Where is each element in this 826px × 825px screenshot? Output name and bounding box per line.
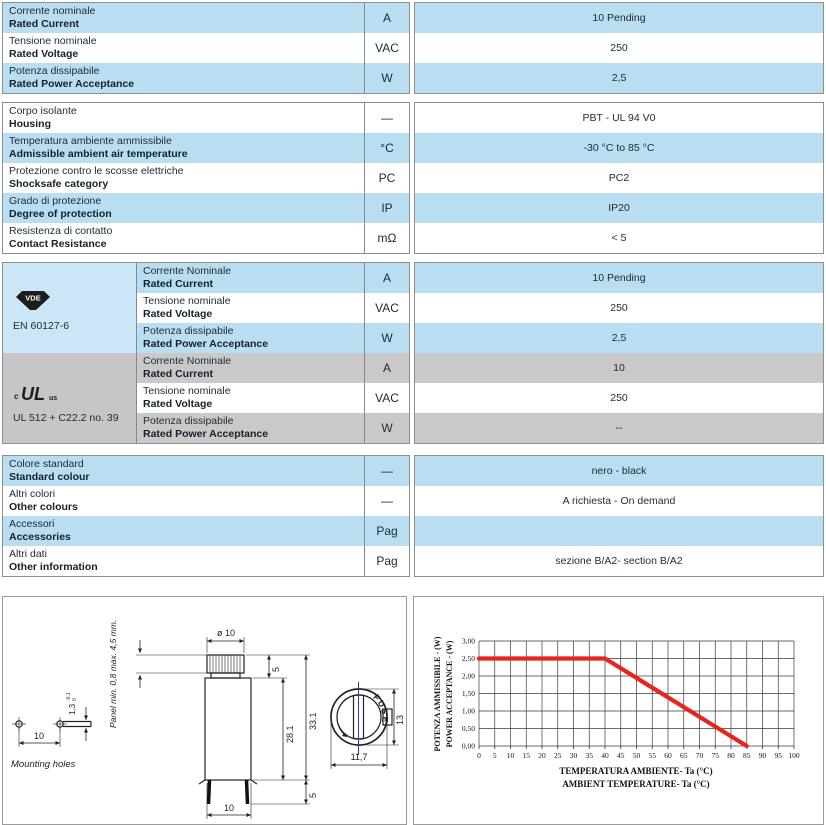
svg-text:VDE: VDE xyxy=(25,293,41,303)
unit-cell: mΩ xyxy=(364,223,409,253)
spec-row-ambient-temperature xyxy=(3,133,409,163)
unit-cell: A xyxy=(364,353,409,383)
value-cell: PBT - UL 94 V0 xyxy=(415,103,823,133)
vde-mark-icon xyxy=(13,289,53,313)
unit-cell: A xyxy=(364,263,409,293)
y-axis-title-line1: POTENZA AMMISSIBILE - (W) xyxy=(433,636,442,752)
unit-cell: A xyxy=(364,3,409,33)
svg-text:0,50: 0,50 xyxy=(461,724,475,733)
svg-text:95: 95 xyxy=(774,751,782,760)
spec-row-shocksafe xyxy=(3,163,409,193)
label-it: Accessori xyxy=(9,518,55,530)
spec-group-general xyxy=(2,102,824,254)
label-en: Housing xyxy=(9,117,51,130)
svg-text:UL: UL xyxy=(21,384,45,404)
value-cell: -30 °C to 85 °C xyxy=(415,133,823,163)
cert-row xyxy=(137,293,409,323)
svg-text:1,00: 1,00 xyxy=(461,706,475,716)
front-height-dim: 13 xyxy=(395,714,405,725)
label-en: Rated Voltage xyxy=(9,47,79,60)
derating-chart xyxy=(414,597,823,824)
mounting-holes-label: Mounting holes xyxy=(11,759,76,770)
label-en: Rated Power Acceptance xyxy=(143,427,269,440)
cert-row xyxy=(137,323,409,353)
unit-cell: W xyxy=(364,413,409,443)
label-it: Potenza dissipabile xyxy=(143,415,234,427)
label-en: Rated Power Acceptance xyxy=(143,337,269,350)
ul-logo-cell xyxy=(3,353,136,443)
info-row-standard-colour xyxy=(3,456,409,486)
svg-text:3,00: 3,00 xyxy=(461,636,475,646)
panel-note-label: Panel min. 0,8 max. 4,5 mm. xyxy=(108,619,118,728)
value-cell: 250 xyxy=(415,293,823,323)
svg-text:10: 10 xyxy=(506,751,515,760)
svg-text:80: 80 xyxy=(727,751,735,760)
spec-row-rated-voltage xyxy=(3,33,409,63)
label-it: Colore standard xyxy=(9,458,84,470)
svg-text:2,50: 2,50 xyxy=(461,654,475,663)
info-row-other-colours xyxy=(3,486,409,516)
value-cell: 10 xyxy=(415,353,823,383)
label-it: Potenza dissipabile xyxy=(143,325,234,337)
unit-cell: — xyxy=(364,456,409,486)
svg-text:50: 50 xyxy=(632,751,641,760)
svg-text:40: 40 xyxy=(601,751,609,760)
value-cell: sezione B/A2- section B/A2 xyxy=(415,546,823,576)
svg-text:100: 100 xyxy=(788,751,800,760)
unit-cell: — xyxy=(364,103,409,133)
info-row-accessories xyxy=(3,516,409,546)
unit-cell: — xyxy=(364,486,409,516)
holder-side-view xyxy=(199,628,318,819)
value-cell: -- xyxy=(415,413,823,443)
label-en: Degree of protection xyxy=(9,207,112,220)
svg-text:90: 90 xyxy=(758,751,767,760)
svg-text:65: 65 xyxy=(680,751,688,760)
cert-row xyxy=(137,413,409,443)
panel-thickness-note xyxy=(108,620,207,728)
value-cell: 250 xyxy=(415,383,823,413)
info-group xyxy=(2,455,824,577)
general-value-table xyxy=(414,102,824,254)
holes-distance-dim: 10 xyxy=(33,731,45,741)
svg-text:c: c xyxy=(14,392,19,401)
vde-standard: EN 60127-6 xyxy=(13,320,70,332)
fuse-label: FUSE xyxy=(371,691,391,725)
unit-cell: IP xyxy=(364,193,409,223)
slot-width-dim: 1,3 xyxy=(68,703,77,715)
value-cell: 10 Pending xyxy=(415,263,823,293)
value-cell: 2,5 xyxy=(415,63,823,93)
unit-cell: VAC xyxy=(364,293,409,323)
svg-text:2,00: 2,00 xyxy=(461,671,475,681)
label-en: Standard colour xyxy=(9,470,90,483)
value-cell: nero - black xyxy=(415,456,823,486)
certifications-value-table xyxy=(414,262,824,444)
label-it: Corrente nominale xyxy=(9,5,96,17)
ratings-label-table xyxy=(2,2,410,94)
label-en: Other information xyxy=(9,560,98,573)
ratings-value-table xyxy=(414,2,824,94)
vde-section xyxy=(3,263,409,353)
label-it: Grado di protezione xyxy=(9,195,102,207)
label-en: Rated Current xyxy=(9,17,80,30)
cap-height-dim: 5 xyxy=(271,666,281,672)
svg-text:us: us xyxy=(49,395,58,402)
spec-group-ratings xyxy=(2,2,824,94)
ul-standard: UL 512 + C22.2 no. 39 xyxy=(13,412,119,424)
x-axis-title-line2: AMBIENT TEMPERATURE- Ta (°C) xyxy=(562,779,710,789)
label-it: Tensione nominale xyxy=(9,35,97,47)
general-label-table xyxy=(2,102,410,254)
label-it: Potenza dissipabile xyxy=(9,65,100,77)
label-it: Corrente Nominale xyxy=(143,355,232,367)
y-axis-title-line2: POWER ACCEPTANCE - (W) xyxy=(445,640,454,748)
label-it: Corpo isolante xyxy=(9,105,77,117)
svg-text:70: 70 xyxy=(695,751,704,760)
mounting-holes-view xyxy=(11,692,91,770)
body-height-dim: 28.1 xyxy=(285,725,295,743)
label-it: Tensione nominale xyxy=(143,295,231,307)
unit-cell: PC xyxy=(364,163,409,193)
value-cell: PC2 xyxy=(415,163,823,193)
certifications-label-table xyxy=(2,262,410,444)
value-cell: < 5 xyxy=(415,223,823,253)
unit-cell: W xyxy=(364,323,409,353)
label-en: Rated Power Acceptance xyxy=(9,77,135,90)
cert-row xyxy=(137,353,409,383)
value-cell: IP20 xyxy=(415,193,823,223)
svg-text:30: 30 xyxy=(569,751,578,760)
svg-text:15: 15 xyxy=(522,751,530,760)
label-en: Other colours xyxy=(9,500,78,513)
svg-text:20: 20 xyxy=(538,751,546,760)
info-value-table xyxy=(414,455,824,577)
spec-row-power-acceptance xyxy=(3,63,409,93)
vde-logo-cell xyxy=(3,263,136,353)
svg-text:0: 0 xyxy=(477,751,481,760)
chart-plot-area xyxy=(462,637,800,761)
label-en: Rated Voltage xyxy=(143,307,213,320)
svg-text:85: 85 xyxy=(743,751,751,760)
label-en: Rated Current xyxy=(143,367,214,380)
label-it: Altri colori xyxy=(9,488,56,500)
label-it: Tensione nominale xyxy=(143,385,231,397)
ul-section xyxy=(3,353,409,443)
value-cell: 10 Pending xyxy=(415,3,823,33)
svg-text:45: 45 xyxy=(617,751,625,760)
front-width-dim: 11,7 xyxy=(350,752,368,762)
svg-text:75: 75 xyxy=(711,751,719,760)
value-cell: 2,5 xyxy=(415,323,823,353)
svg-text:1,50: 1,50 xyxy=(461,689,475,698)
svg-text:35: 35 xyxy=(585,751,593,760)
overall-height-dim: 33.1 xyxy=(308,712,318,730)
label-it: Corrente Nominale xyxy=(143,265,232,277)
spec-row-rated-current xyxy=(3,3,409,33)
unit-cell: Pag xyxy=(364,516,409,546)
label-en: Contact Resistance xyxy=(9,237,107,250)
holder-front-view xyxy=(331,682,405,769)
derating-chart-panel xyxy=(413,596,824,825)
slot-tolerance-lower: 0 xyxy=(72,698,78,701)
ul-mark-icon xyxy=(13,379,75,405)
label-en: Admissible ambient air temperature xyxy=(9,147,188,160)
label-it: Altri dati xyxy=(9,548,47,560)
label-it: Resistenza di contatto xyxy=(9,225,113,237)
unit-cell: °C xyxy=(364,133,409,163)
body-width-dim: 10 xyxy=(223,803,235,813)
label-it: Temperatura ambiente ammissibile xyxy=(9,135,172,147)
unit-cell: Pag xyxy=(364,546,409,576)
unit-cell: VAC xyxy=(364,383,409,413)
label-en: Rated Current xyxy=(143,277,214,290)
label-it: Protezione contro le scosse elettriche xyxy=(9,165,184,177)
value-cell: A richiesta - On demand xyxy=(415,486,823,516)
cert-row xyxy=(137,383,409,413)
info-label-table xyxy=(2,455,410,577)
dimension-drawing xyxy=(3,597,405,824)
unit-cell: W xyxy=(364,63,409,93)
spec-row-housing xyxy=(3,103,409,133)
svg-text:FUSE xyxy=(371,692,390,724)
svg-text:25: 25 xyxy=(554,751,562,760)
value-cell: 250 xyxy=(415,33,823,63)
spec-row-protection-degree xyxy=(3,193,409,223)
svg-text:55: 55 xyxy=(648,751,656,760)
svg-text:0,00: 0,00 xyxy=(461,741,475,751)
pins-height-dim: 5 xyxy=(308,792,318,798)
slot-tolerance-upper: -0,1 xyxy=(66,692,72,701)
cap-diameter-dim: ø 10 xyxy=(216,628,236,638)
info-row-other-information xyxy=(3,546,409,576)
spec-row-contact-resistance xyxy=(3,223,409,253)
unit-cell: VAC xyxy=(364,33,409,63)
cert-row xyxy=(137,263,409,293)
label-en: Accessories xyxy=(9,530,71,543)
dimensions-panel xyxy=(2,596,407,825)
label-en: Rated Voltage xyxy=(143,397,213,410)
x-axis-title-line1: TEMPERATURA AMBIENTE- Ta (°C) xyxy=(559,766,713,776)
certifications-group xyxy=(2,262,824,444)
label-en: Shocksafe category xyxy=(9,177,109,190)
svg-text:5: 5 xyxy=(492,751,497,760)
bottom-panels xyxy=(2,596,824,825)
svg-text:60: 60 xyxy=(664,751,672,760)
value-cell xyxy=(415,516,823,546)
